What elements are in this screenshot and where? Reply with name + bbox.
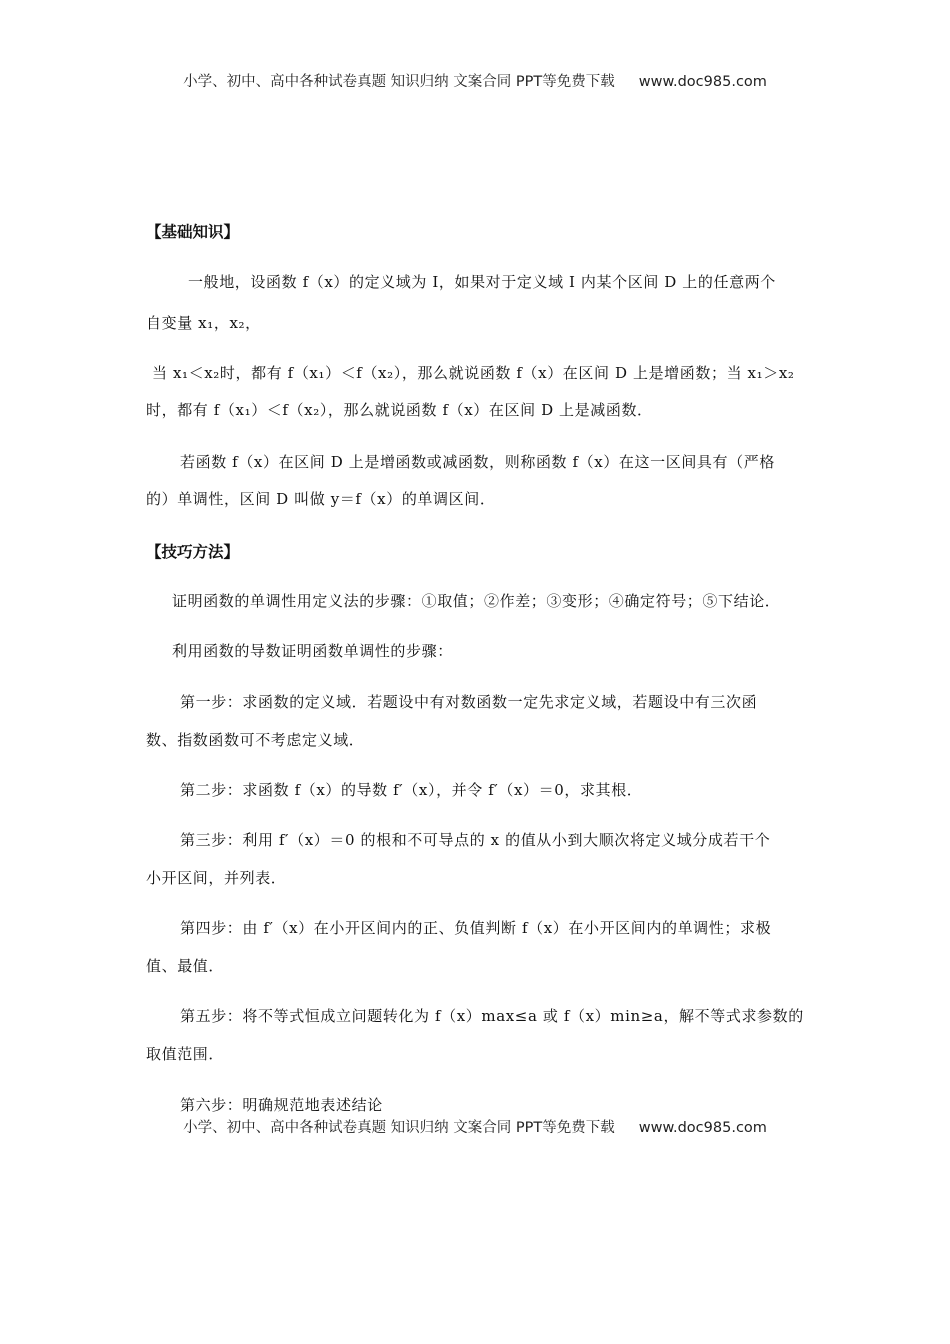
paragraph-line: 时，都有 f（x₁）＜f（x₂），那么就说函数 f（x）在区间 D 上是减函数． [146, 401, 653, 419]
page-header [0, 70, 950, 91]
paragraph-line: 证明函数的单调性用定义法的步骤：①取值；②作差；③变形；④确定符号；⑤下结论． [172, 592, 781, 610]
paragraph-line: 利用函数的导数证明函数单调性的步骤： [172, 642, 453, 660]
step-line: 第六步：明确规范地表述结论 [180, 1096, 383, 1114]
step-line: 第一步：求函数的定义域．若题设中有对数函数一定先求定义域，若题设中有三次函 [180, 693, 758, 711]
step-line: 第三步：利用 f′（x）＝0 的根和不可导点的 x 的值从小到大顺次将定义域分成若干个 [180, 831, 771, 849]
step-line: 第五步：将不等式恒成立问题转化为 f（x）max≤a 或 f（x）min≥a，解不等式求参数的 [180, 1007, 804, 1025]
footer-url[interactable]: www.doc985.com [638, 1120, 767, 1136]
section-title-method: 【技巧方法】 [146, 543, 240, 561]
step-line: 值、最值． [146, 957, 225, 975]
step-line: 小开区间，并列表． [146, 869, 287, 887]
header-url[interactable]: www.doc985.com [638, 74, 767, 90]
paragraph-line: 一般地，设函数 f（x）的定义域为 I，如果对于定义域 I 内某个区间 D 上的任意两个 [188, 273, 776, 291]
footer-text: 小学、初中、高中各种试卷真题 知识归纳 文案合同 PPT等免费下载 [183, 1120, 615, 1136]
paragraph-line: 自变量 x₁，x₂， [146, 314, 261, 332]
step-line: 数、指数函数可不考虑定义域． [146, 731, 365, 749]
paragraph-line: 当 x₁＜x₂时，都有 f（x₁）＜f（x₂），那么就说函数 f（x）在区间 D 上是增函数；当 x₁＞x₂ [152, 364, 795, 382]
step-line: 第二步：求函数 f（x）的导数 f′（x），并令 f′（x）＝0，求其根． [180, 781, 643, 799]
step-line: 第四步：由 f′（x）在小开区间内的正、负值判断 f（x）在小开区间内的单调性；求极 [180, 919, 772, 937]
paragraph-line: 的）单调性，区间 D 叫做 y＝f（x）的单调区间． [146, 490, 496, 508]
section-title-basic: 【基础知识】 [146, 223, 240, 241]
step-line: 取值范围． [146, 1045, 225, 1063]
paragraph-line: 若函数 f（x）在区间 D 上是增函数或减函数，则称函数 f（x）在这一区间具有（严格 [180, 453, 775, 471]
page-footer [0, 1116, 950, 1137]
header-text: 小学、初中、高中各种试卷真题 知识归纳 文案合同 PPT等免费下载 [183, 74, 615, 90]
